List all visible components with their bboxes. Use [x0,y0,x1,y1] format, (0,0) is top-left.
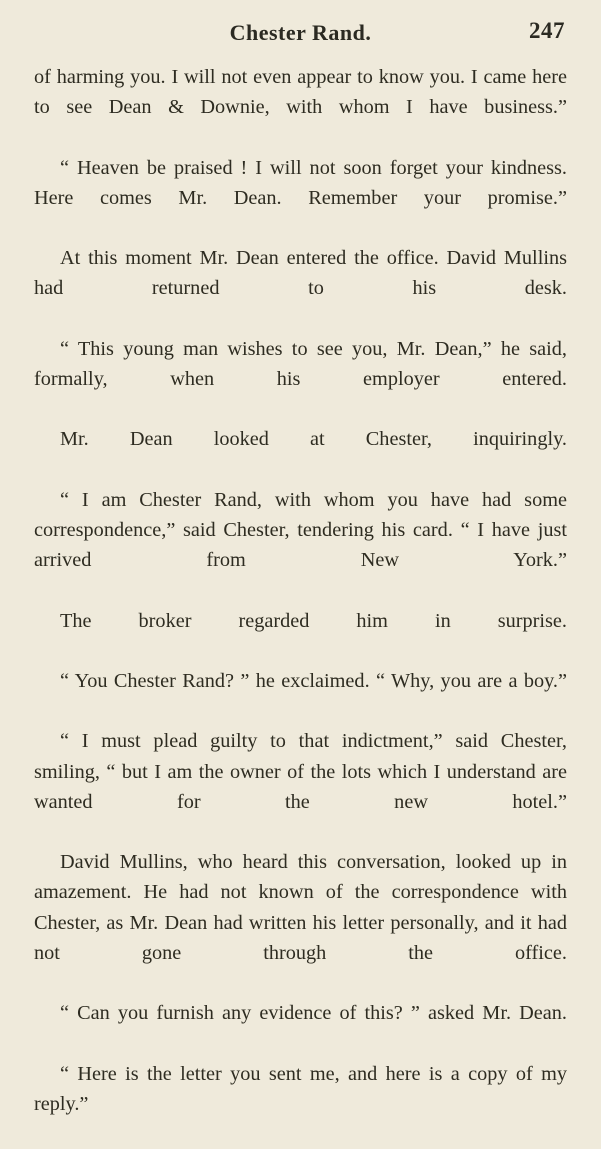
page-number: 247 [529,18,565,43]
paragraph: “ This young man wishes to see you, Mr. Dean,” he said, formally, when his employer entered. [34,337,567,391]
running-head: Chester Rand. [229,20,372,45]
paragraph: “ I am Chester Rand, with whom you have had some correspondence,” said Chester, tendering his card. “ I have just arrived from New York.” [34,488,567,572]
paragraph: David Mullins, who heard this conversation, looked up in amazement. He had not known of the correspondence with Chester, as Mr. Dean had written his letter personally, and it had not gone through the office. [34,851,567,964]
paragraph: “ Heaven be praised ! I will not soon forget your kindness. Here comes Mr. Dean. Remember your promise.” [34,156,567,209]
paragraph: Mr. Dean looked at Chester, inquiringly. [60,428,567,451]
paragraph: of harming you. I will not even appear to know you. I came here to see Dean & Downie, with whom I have business.” [34,66,567,119]
paragraph: “ Can you furnish any evidence of this? ” asked Mr. Dean. [60,1002,567,1025]
paragraph: “ Here is the letter you sent me, and here is a copy of my reply.” [34,1062,567,1115]
paragraph: “ You Chester Rand? ” he exclaimed. “ Why, you are a boy.” [60,670,567,693]
page-header [34,14,567,60]
paragraph: At this moment Mr. Dean entered the office. David Mullins had returned to his desk. [34,247,567,300]
page-body [34,62,567,1149]
paragraph: The broker regarded him in surprise. [60,609,567,632]
paragraph: “ I must plead guilty to that indictment,” said Chester, smiling, “ but I am the owner of the lots which I understand are wanted for the new hotel.” [34,730,567,813]
